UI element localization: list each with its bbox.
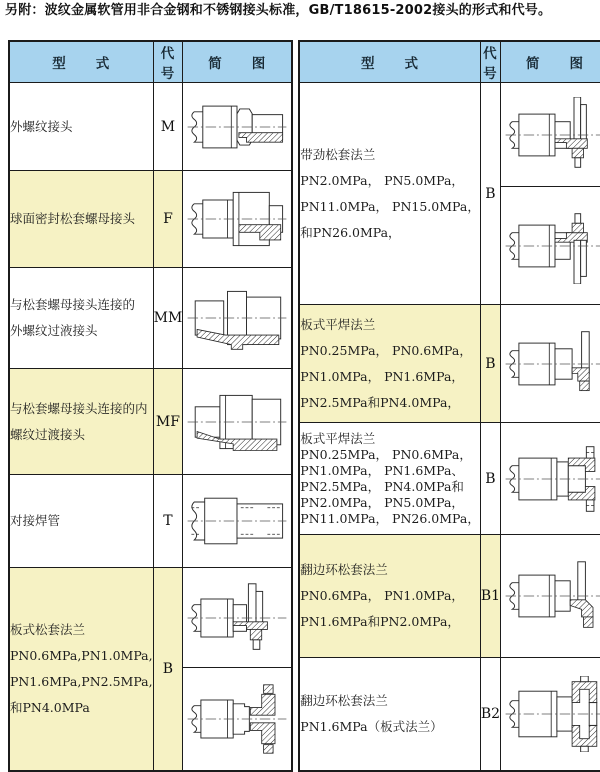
header-row (9, 41, 292, 83)
code-cell: B (480, 83, 500, 305)
weld-neck-flange-drawing (501, 441, 600, 517)
code-cell: MM (153, 268, 183, 369)
type-line: 翻边环松套法兰 (300, 562, 388, 577)
type-line: 与松套螺母接头连接的内 (10, 400, 148, 416)
type-line: 和PN4.0MPa (10, 699, 90, 715)
table-row (299, 305, 600, 423)
type-line: 板式平焊法兰 (300, 316, 376, 332)
type-line: 螺纹过渡接头 (10, 426, 86, 442)
butt-weld-pipe-drawing (183, 483, 291, 559)
table-row (9, 268, 292, 369)
plate-weld-flange-drawing (501, 326, 600, 402)
diagram-cell (501, 305, 600, 423)
header-row (299, 41, 600, 83)
type-line: PN1.6MPa,PN2.5MPa, (10, 673, 153, 689)
type-line: 对接焊管 (10, 513, 61, 528)
diagram-cell (501, 535, 600, 658)
diagram-cell (183, 668, 293, 771)
table-row (299, 83, 600, 187)
type-cell (9, 475, 153, 568)
diagram-cell (501, 83, 600, 187)
table-row (9, 568, 292, 668)
code-cell: M (153, 83, 183, 171)
type-line: PN1.0MPa， PN1.6MPa、 (300, 462, 464, 478)
type-line: PN0.6MPa， PN1.0MPa， (300, 588, 464, 603)
code-cell: B1 (480, 535, 500, 658)
diagram-cell (501, 658, 600, 771)
flanging-ring-loose-flange-drawing (501, 558, 600, 634)
col-header-code: 代号 (480, 41, 500, 83)
diagram-cell (183, 369, 293, 475)
code-cell: B (153, 568, 183, 771)
type-cell (299, 423, 480, 535)
type-cell (299, 83, 480, 305)
type-cell (9, 171, 153, 268)
type-cell (9, 268, 153, 369)
plate-loose-flange-down-drawing (183, 681, 291, 757)
neck-loose-flange-up-drawing (501, 97, 600, 173)
col-header-type: 型 式 (9, 41, 153, 83)
neck-loose-flange-down-drawing (501, 208, 600, 284)
diagram-cell (183, 475, 293, 568)
type-line: 和PN26.0MPa， (300, 224, 401, 240)
joint-table-right (298, 40, 600, 772)
diagram-cell (501, 187, 600, 305)
type-line: PN2.0MPa， PN5.0MPa， (300, 172, 464, 188)
code-cell: MF (153, 369, 183, 475)
diagram-cell (501, 423, 600, 535)
table-row (299, 658, 600, 771)
code-cell: B (480, 423, 500, 535)
page-title: 另附：波纹金属软管用非合金钢和不锈钢接头标准，GB/T18615-2002接头的形式和代号。 (5, 3, 552, 18)
table-row (9, 475, 292, 568)
code-cell: T (153, 475, 183, 568)
diagram-cell (183, 83, 293, 171)
type-cell (299, 305, 480, 423)
type-line: PN0.25MPa， PN0.6MPa， (300, 446, 472, 462)
tables-wrapper (8, 40, 600, 772)
flanging-ring-plate-flange-drawing (501, 676, 600, 752)
diagram-cell (183, 268, 293, 369)
male-thread-joint-drawing (183, 89, 291, 165)
type-line: 与松套螺母接头连接的 (10, 297, 136, 312)
type-line: PN2.0MPa， PN5.0MPa， (300, 494, 464, 510)
diagram-cell (183, 171, 293, 268)
type-line: PN1.6MPa（板式法兰） (300, 718, 443, 734)
type-line: PN0.25MPa， PN0.6MPa， (300, 342, 472, 358)
type-line: 外螺纹接头 (10, 118, 73, 134)
table-row (9, 83, 292, 171)
diagram-cell (183, 568, 293, 668)
type-line: 翻边环松套法兰 (300, 692, 388, 708)
type-line: PN1.0MPa， PN1.6MPa， (300, 368, 464, 384)
table-row (9, 171, 292, 268)
col-header-code: 代号 (153, 41, 183, 83)
type-cell (9, 568, 153, 771)
type-line: PN1.6MPa和PN2.0MPa， (300, 614, 460, 629)
female-adapter-nipple-drawing (183, 384, 291, 460)
code-cell: F (153, 171, 183, 268)
type-line: 外螺纹过液接头 (10, 323, 98, 338)
type-line: 板式松套法兰 (10, 621, 86, 637)
type-cell (9, 369, 153, 475)
type-line: PN2.5MPa和PN4.0MPa， (300, 394, 460, 410)
type-cell (299, 658, 480, 771)
table-row (299, 423, 600, 535)
type-line: 球面密封松套螺母接头 (10, 211, 136, 226)
type-line: PN11.0MPa， PN15.0MPa， (300, 198, 480, 214)
type-line: PN2.5MPa， PN4.0MPa和 (300, 478, 464, 494)
type-line: 板式平焊法兰 (300, 430, 376, 446)
type-line: 带劲松套法兰 (300, 146, 376, 162)
col-header-diagram: 简 图 (501, 41, 600, 83)
male-adapter-nipple-drawing (183, 280, 291, 356)
type-line: PN0.6MPa,PN1.0MPa, (10, 647, 153, 663)
type-cell (9, 83, 153, 171)
plate-loose-flange-up-drawing (183, 580, 291, 656)
type-cell (299, 535, 480, 658)
table-row (9, 369, 292, 475)
code-cell: B (480, 305, 500, 423)
sphere-seal-nut-joint-drawing (183, 181, 291, 257)
joint-table-left (8, 40, 293, 772)
code-cell: B2 (480, 658, 500, 771)
type-line: PN11.0MPa， PN26.0MPa， (300, 510, 480, 526)
col-header-type: 型 式 (299, 41, 480, 83)
table-row (299, 535, 600, 658)
col-header-diagram: 简 图 (183, 41, 293, 83)
